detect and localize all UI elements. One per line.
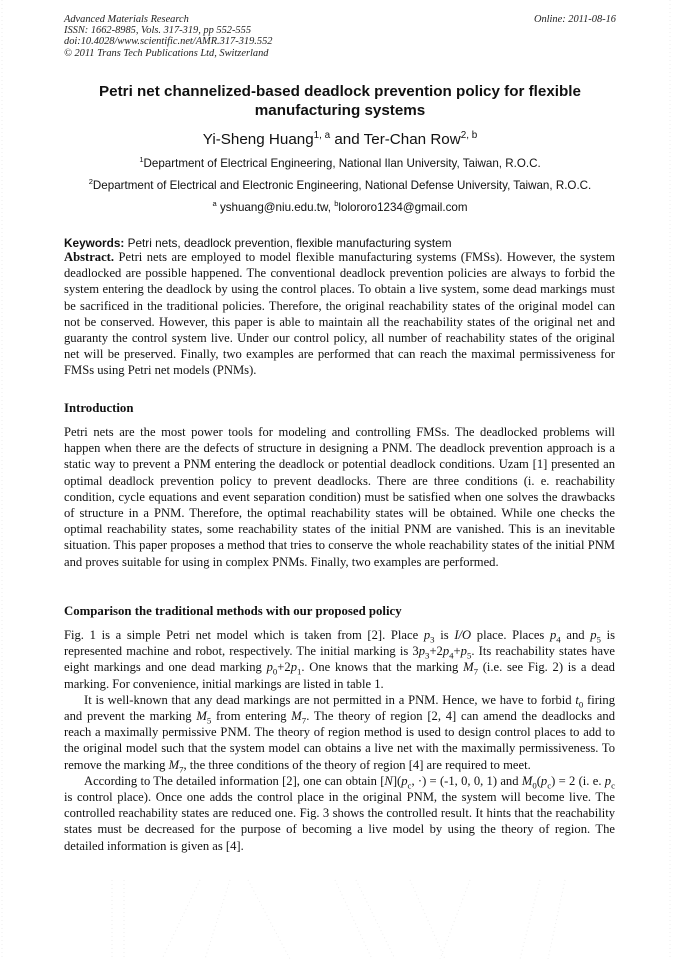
text-run: + [453, 644, 461, 659]
comparison-paragraph-1 [64, 627, 615, 692]
email-superscript: a [212, 199, 217, 209]
introduction-paragraph: Petri nets are the most power tools for modeling and controlling FMSs. The deadlocked problems will happen when there are the defects of structure in designing a PNM. The deadlock prevention approach is a static way to prevent a PNM entering the deadlock or potential deadlock conditions. Uzam [1] presented an optimal deadlock prevention policy to prevent deadlocks. There are three conditions (i. e. reachability condition, cycle equations and event separation condition) must be satisfied when one solves the drawbacks of structure in a PNM. Therefore, the optimal reachability states will be obtained. While one checks the optimal reachability states, some reachability states of the initial PNM are vanished. This is an inevitable situation. This paper proposes a method that tries to conserve the whole reachability states of the initial PNM and proves suitable for using in complex PNMs. Finally, two examples are performed. [64, 425, 615, 569]
text-run: . Its reachability states have eight markings and one dead marking [64, 644, 615, 675]
text-run: place. Places [471, 628, 550, 642]
text-run: , the three conditions of the theory of region [4] are required to meet. [183, 757, 531, 772]
math-subscript: 7 [473, 666, 478, 677]
math-var: M [463, 660, 474, 675]
math-var: M [168, 757, 180, 772]
author-superscript: 2, b [460, 129, 478, 141]
email-line: $^a$ yshuang@niu.edu.tw, $^b$lolororo1234@gmail.com [212, 199, 468, 214]
math-subscript: 5 [206, 715, 212, 726]
issn-line: ISSN: 1662-8985, Vols. 317-319, pp 552-555 [64, 25, 252, 37]
math-subscript: 4 [449, 650, 454, 661]
math-var: N [384, 773, 393, 788]
doi-line: doi:10.4028/www.scientific.net/AMR.317-319.552 [64, 36, 273, 48]
affiliation-2 [62, 179, 618, 193]
online-date: Online: 2011-08-16 [533, 14, 616, 25]
text-run: ]( [392, 773, 402, 788]
text-run: . One knows that the marking [301, 660, 464, 675]
affiliation-superscript: 2 [88, 177, 93, 187]
affiliation-text: Department of Electrical Engineering, National Ilan University, Taiwan, R.O.C. [143, 157, 541, 170]
section-heading-comparison: Comparison the traditional methods with our proposed policy [64, 604, 402, 618]
math-subscript: c [611, 780, 615, 791]
text-run: ( [536, 773, 541, 788]
text-run: ) = 2 (i. e. [551, 773, 605, 788]
email-address[interactable]: yshuang@niu.edu.tw [216, 201, 328, 214]
text-run: , ·) = (-1, 0, 0, 1) and [411, 773, 522, 788]
text-run: firing and prevent the marking [64, 692, 615, 724]
text-run: and [560, 628, 591, 642]
affiliation-text: Department of Electrical and Electronic Engineering, National Defense University, Taiwan, R.O.C. [92, 179, 592, 192]
journal-header [64, 14, 272, 59]
math-var: p [418, 644, 426, 659]
text-run: is [434, 628, 455, 642]
comparison-paragraph-2 [64, 692, 615, 773]
affiliation-superscript: 1 [139, 155, 144, 165]
math-var: p [460, 644, 467, 659]
math-subscript: 0 [578, 699, 584, 710]
abstract [64, 249, 615, 379]
text-run: (i.e. see Fig. 2) is a dead marking. For convenience, initial markings are listed in table 1. [64, 660, 615, 691]
math-var: M [521, 773, 533, 788]
math-subscript: 3 [430, 634, 435, 645]
math-var: I/O [454, 628, 472, 642]
math-var: t [575, 692, 579, 707]
author-superscript: 1, a [313, 129, 331, 141]
math-var: p [590, 628, 597, 642]
math-subscript: 7 [179, 764, 184, 775]
section-heading-introduction: Introduction [64, 401, 134, 415]
math-subscript: 4 [556, 634, 561, 645]
math-var: p [290, 660, 297, 675]
text-run: Fig. 1 is a simple Petri net model which is taken from [2]. Place [64, 628, 424, 642]
math-subscript: 5 [466, 650, 472, 661]
comparison-section [64, 627, 615, 854]
math-subscript: c [547, 780, 552, 791]
math-subscript: 7 [301, 715, 307, 726]
keywords-label: Keywords: [64, 236, 125, 250]
math-var: p [442, 644, 450, 659]
text-run: It is well-known that any dead markings are not permitted in a PNM. Hence, we have to forbid [84, 692, 576, 707]
text-run: is control place). Once one adds the control place in the original PNM, the system will become live. The controlled reachability states are reduced one. Fig. 3 shows the controlled result. It hints that the reachability states must be decreased for the purpose of becoming a live model by using the theory of region. The detailed information is given as [4]. [64, 790, 615, 853]
math-subscript: 3 [425, 650, 430, 661]
math-var: M [196, 709, 207, 724]
text-run: . The theory of region [2, 4] can amend the deadlocks and reach a maximally permissive PNM. The theory of region method is used to design control places to add to the original model such that the system model can obtains a live net with the maximally permissiveness. To remove the marking [64, 709, 615, 772]
keywords-text: Petri nets, deadlock prevention, flexible manufacturing system [124, 236, 452, 250]
math-var: p [401, 773, 408, 788]
math-subscript: 0 [532, 780, 537, 791]
email-superscript: b [334, 199, 339, 209]
math-var: p [604, 773, 612, 788]
math-subscript: c [407, 780, 412, 791]
abstract-text: Petri nets are employed to model flexible manufacturing systems (FMSs). However, the system deadlocked are possible happened. The conventional deadlock prevention policies are always to forbid the system entering the deadlock by using the control places. To obtain a live system, some dead markings must be sacrificed in the traditional policies. Therefore, the original reachability states of the original model can not be conserved. However, this paper is able to maintain all the reachability states of the original net and guaranty the control system live. Under our control policy, all number of reachability states of the original net will be preserved. Finally, two examples are performed that can reach the maximal permissiveness for FMSs using Petri net models (PNMs). [64, 250, 615, 378]
comparison-paragraph-3 [64, 773, 615, 854]
math-subscript: 1 [296, 666, 302, 677]
author-joiner: and [330, 131, 364, 148]
math-subscript: 5 [596, 634, 601, 645]
email-address[interactable]: lolororo1234@gmail.com [338, 201, 468, 214]
math-subscript: 0 [272, 666, 278, 677]
text-run: +2 [429, 644, 443, 659]
text-run: from entering [211, 709, 292, 724]
author-line [60, 130, 620, 150]
copyright-line: © 2011 Trans Tech Publications Ltd, Switzerland [64, 47, 269, 59]
author-name: Yi-Sheng Huang [202, 131, 314, 148]
affiliation-1 [60, 157, 620, 171]
math-var: p [540, 773, 548, 788]
math-var: p [550, 628, 557, 642]
math-var: M [291, 709, 302, 724]
math-var: p [423, 628, 431, 642]
text-run: is represented machine and robot, respectively. The initial marking is 3 [64, 628, 616, 659]
abstract-label: Abstract. [64, 250, 115, 264]
text-run: +2 [277, 660, 291, 675]
author-name: Ter-Chan Row [363, 131, 461, 148]
paper-title: Petri net channelized-based deadlock prevention policy for flexible manufacturing systems [99, 83, 581, 119]
text-run: According to The detailed information [2], one can obtain [ [84, 773, 385, 788]
math-var: p [266, 660, 273, 675]
journal-name: Advanced Materials Research [64, 14, 189, 25]
